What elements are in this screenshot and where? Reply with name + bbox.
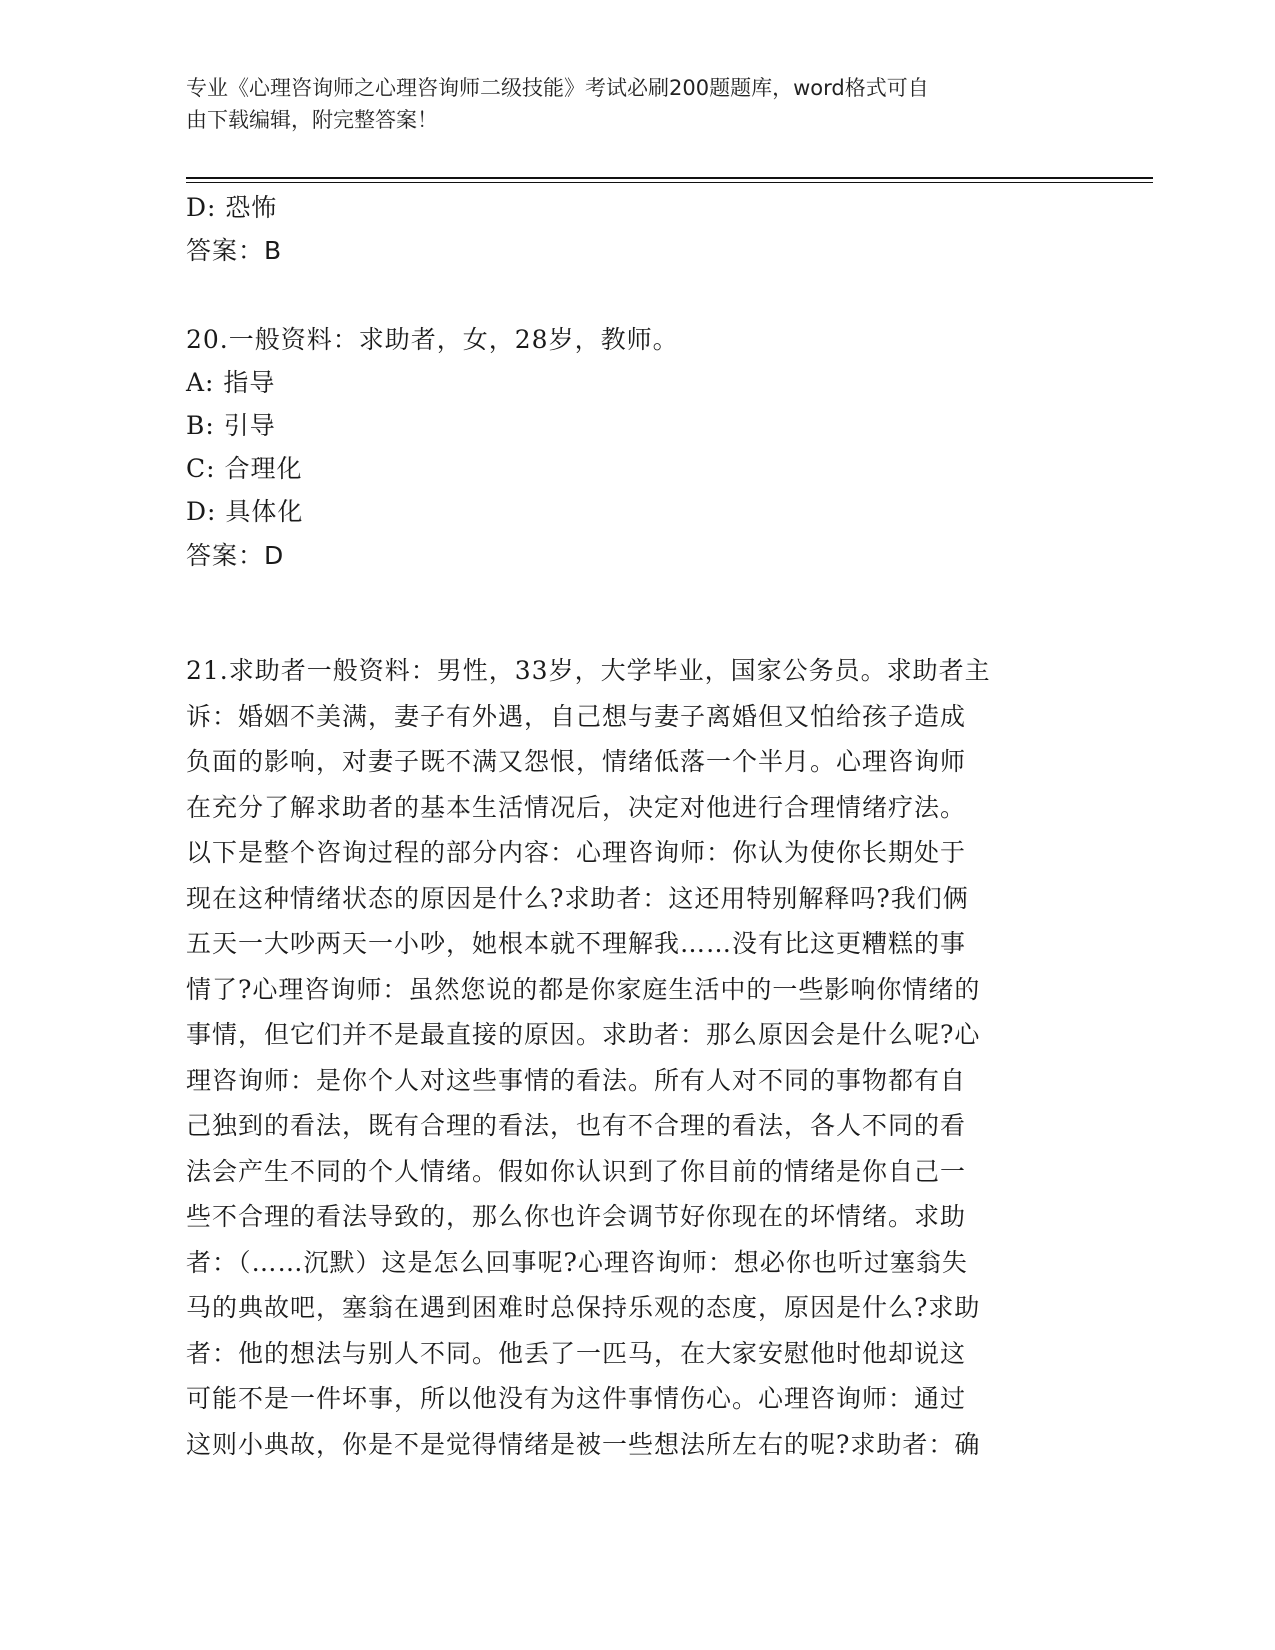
header-divider-thick (186, 177, 1153, 179)
q21-line: 诉：婚姻不美满，妻子有外遇，自己想与妻子离婚但又怕给孩子造成 (186, 701, 967, 731)
q21-question-text (186, 648, 1086, 1467)
q21-line: 者：（……沉默）这是怎么回事呢?心理咨询师：想必你也听过塞翁失 (186, 1247, 968, 1277)
q21-line: 负面的影响，对妻子既不满又怨恨，情绪低落一个半月。心理咨询师 (186, 747, 967, 776)
q21-line: 在充分了解求助者的基本生活情况后，决定对他进行合理情绪疗法。 (186, 792, 967, 822)
q20-option-d: D: 具体化 (186, 497, 304, 526)
q21-line: 理咨询师：是你个人对这些事情的看法。所有人对不同的事物都有自 (186, 1065, 967, 1095)
q21-line: 以下是整个咨询过程的部分内容：心理咨询师：你认为使你长期处于 (186, 838, 967, 867)
q21-line: 21.求助者一般资料：男性，33岁，大学毕业，国家公务员。求助者主 (186, 656, 991, 685)
q21-line: 五天一大吵两天一小吵，她根本就不理解我……没有比这更糟糕的事 (186, 929, 967, 958)
q20-option-b: B: 引导 (186, 411, 276, 440)
q19-answer: 答案：B (186, 236, 283, 265)
q21-line: 己独到的看法，既有合理的看法，也有不合理的看法，各人不同的看 (186, 1111, 967, 1140)
q20-answer: 答案：D (186, 541, 285, 570)
q21-line: 些不合理的看法导致的，那么你也许会调节好你现在的坏情绪。求助 (186, 1202, 967, 1231)
header-divider-thin (186, 182, 1153, 183)
q21-line: 情了?心理咨询师：虽然您说的都是你家庭生活中的一些影响你情绪的 (186, 974, 981, 1004)
q19-option-d: D: 恐怖 (186, 193, 278, 222)
q20-option-c: C: 合理化 (186, 454, 303, 483)
header-line-1: 专业《心理咨询师之心理咨询师二级技能》考试必刷200题题库，word格式可自 (186, 76, 929, 100)
q21-line: 者：他的想法与别人不同。他丢了一匹马，在大家安慰他时他却说这 (186, 1338, 967, 1368)
q21-line: 现在这种情绪状态的原因是什么?求助者：这还用特别解释吗?我们俩 (186, 883, 969, 913)
q20-option-a: A: 指导 (186, 368, 276, 397)
q21-line: 事情，但它们并不是最直接的原因。求助者：那么原因会是什么呢?心 (186, 1020, 981, 1049)
q20-question: 20.一般资料：求助者，女，28岁，教师。 (186, 325, 679, 354)
page-header (186, 72, 1066, 136)
q21-line: 可能不是一件坏事，所以他没有为这件事情伤心。心理咨询师：通过 (186, 1384, 967, 1413)
q21-line: 这则小典故，你是不是觉得情绪是被一些想法所左右的呢?求助者：确 (186, 1429, 981, 1459)
q21-line: 马的典故吧，塞翁在遇到困难时总保持乐观的态度，原因是什么?求助 (186, 1293, 981, 1322)
header-line-2: 由下载编辑，附完整答案！ (186, 108, 438, 132)
q21-line: 法会产生不同的个人情绪。假如你认识到了你目前的情绪是你自己一 (186, 1156, 967, 1186)
